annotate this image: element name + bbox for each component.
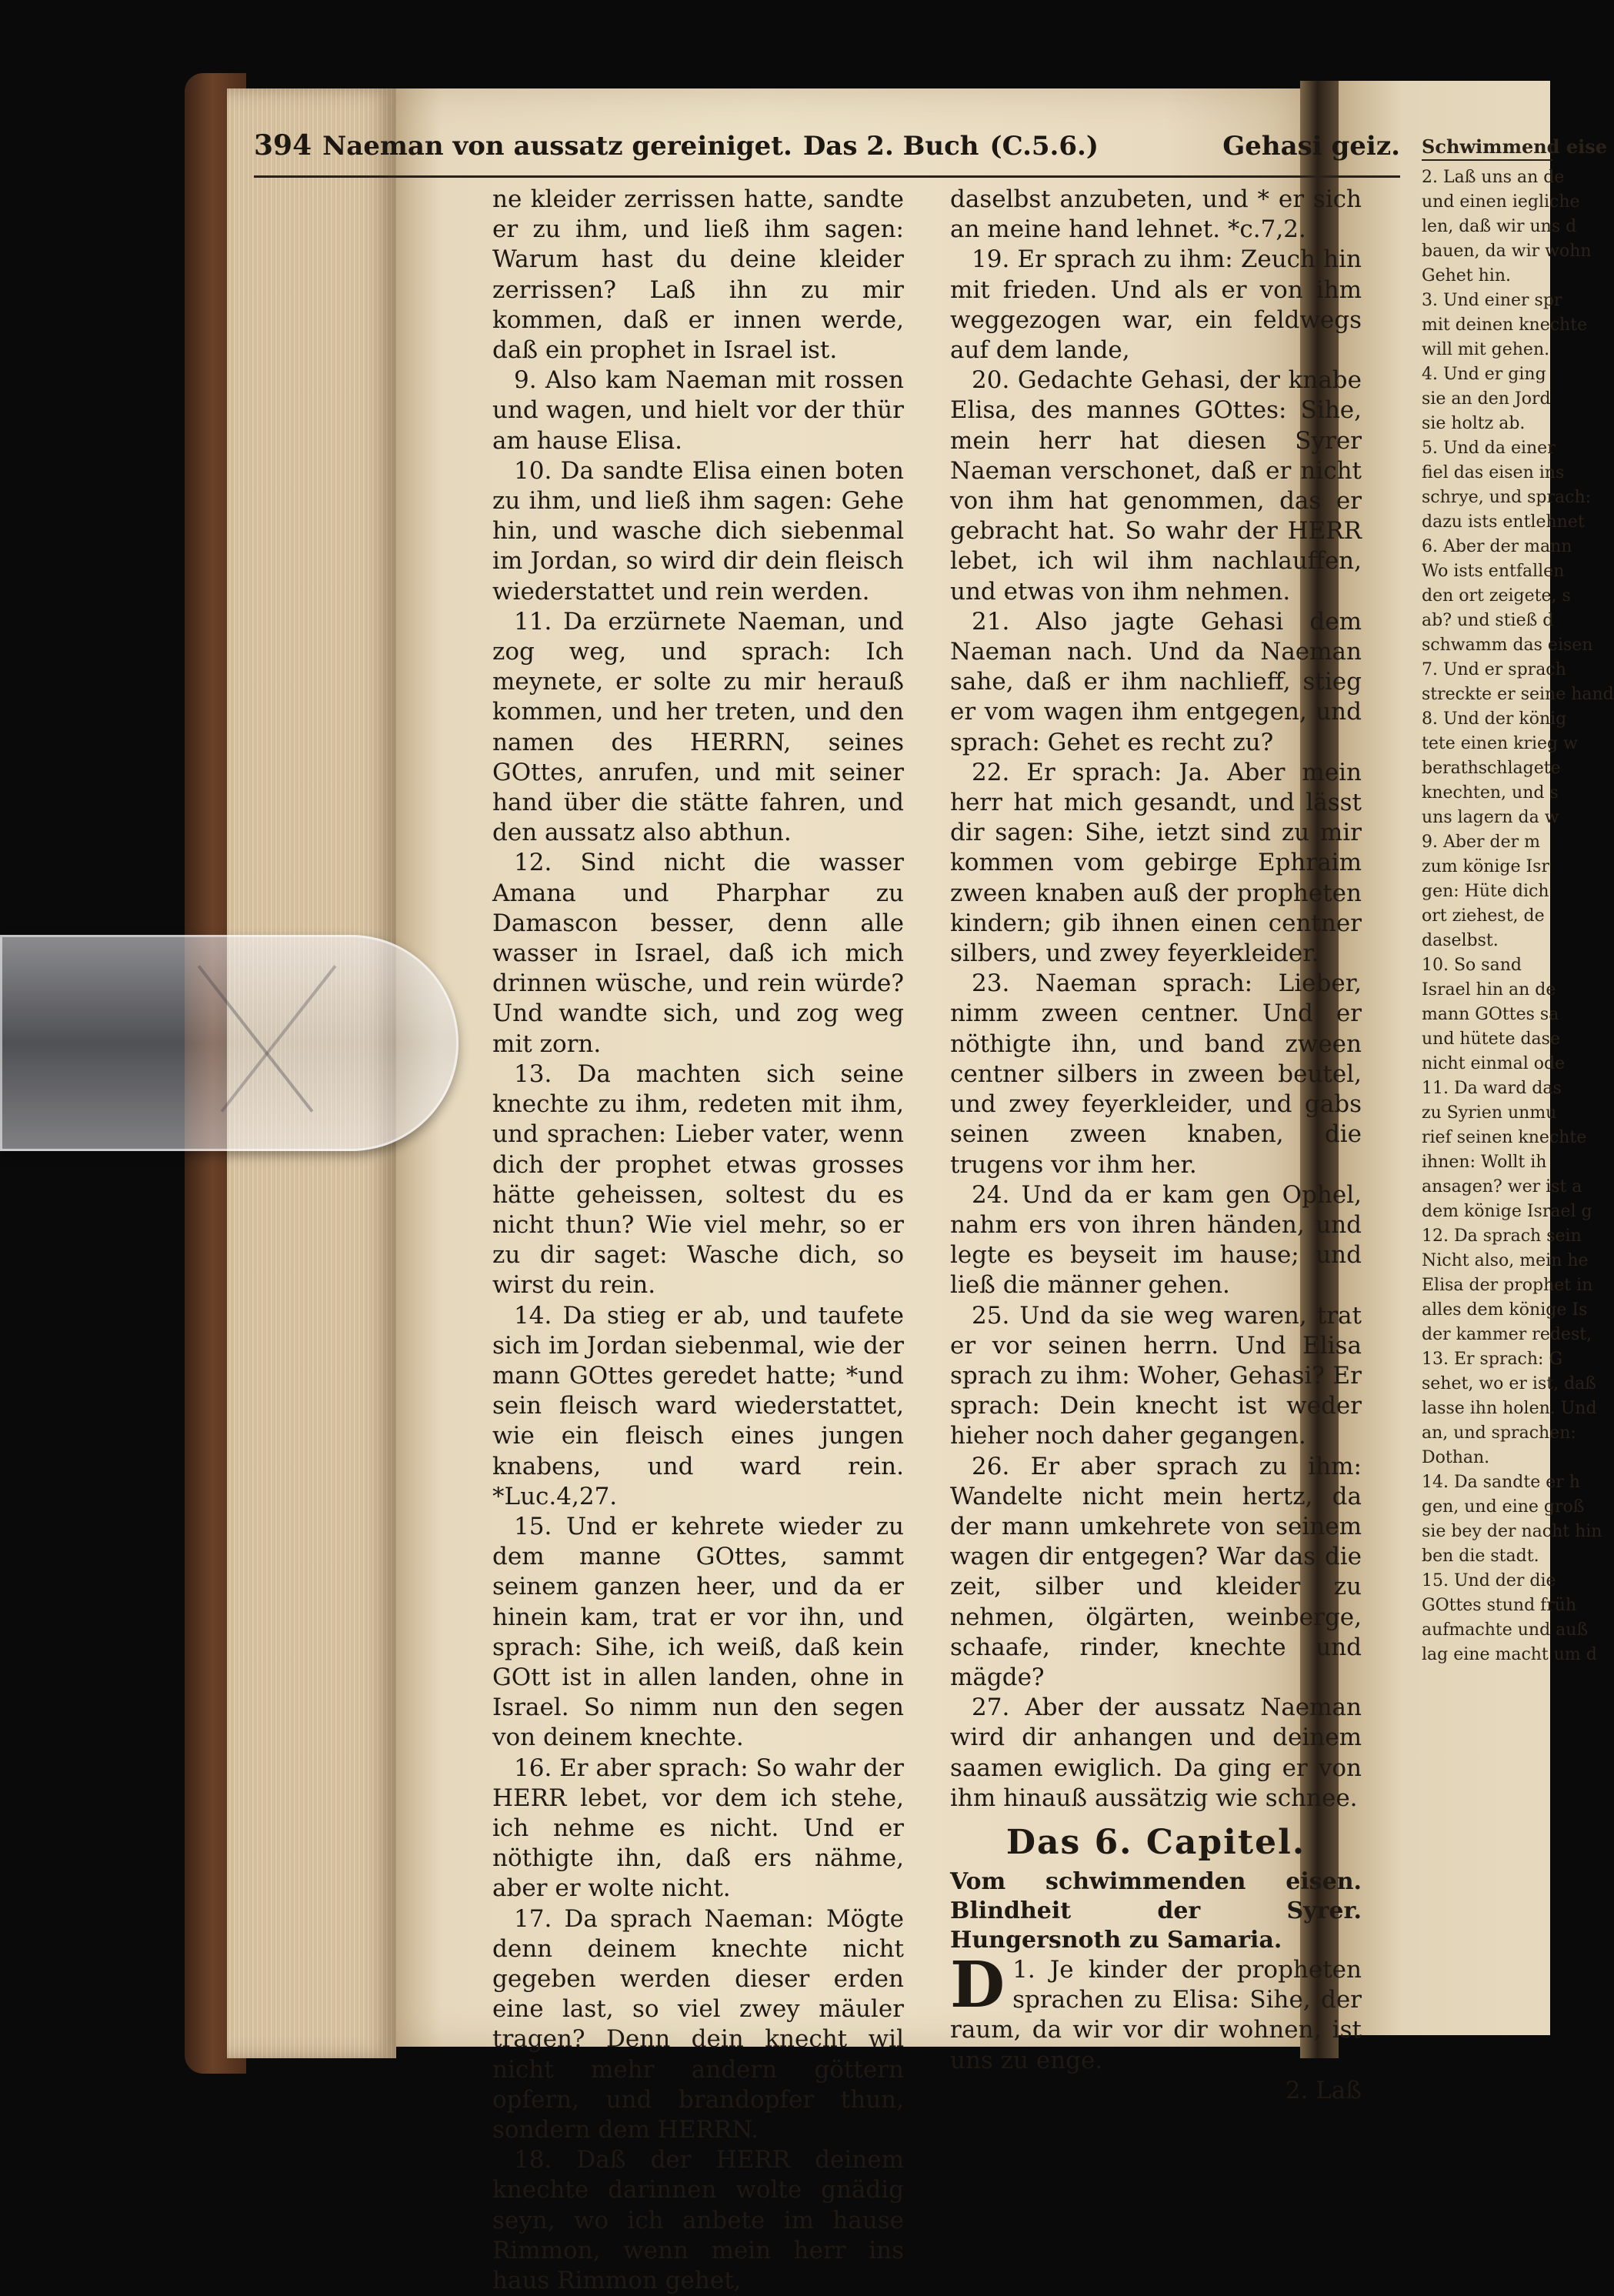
chapter-first-verse — [950, 1947, 1362, 2076]
verse: 13. Da machten sich seine knechte zu ihm, redeten mit ihm, und sprachen: Lieber vater, wenn dich der prophet etwas grosses hätte geheissen, soltest du es nicht thun? Wie viel mehr, so er zu dir saget: Wasche dich, so wirst du rein. — [492, 1060, 904, 1300]
facing-page-line: ab? und stieß d — [1422, 611, 1554, 630]
facing-page-line: ihnen: Wollt ih — [1422, 1153, 1547, 1172]
facing-page-line: len, daß wir uns d — [1422, 217, 1577, 236]
drop-cap: D — [950, 1947, 1005, 2022]
facing-page-line: den ort zeigete, s — [1422, 586, 1571, 606]
facing-page-line: dem könige Israel g — [1422, 1202, 1592, 1221]
facing-page-line: Elisa der prophet in — [1422, 1276, 1593, 1295]
facing-page-line: sehet, wo er ist, daß — [1422, 1374, 1596, 1393]
verse: 11. Da erzürnete Naeman, und zog weg, und sprach: Ich meynete, er solte zu mir herauß kommen, und her treten, und den namen des HERRN, seines GOttes, anrufen, und mit seiner hand über die stätte fahren, und den aussatz also abthun. — [492, 607, 904, 847]
facing-page-line: zum könige Isr — [1422, 857, 1549, 876]
facing-page-line: 12. Da sprach sein — [1422, 1226, 1582, 1246]
facing-page-line: Wo ists entfallen — [1422, 562, 1565, 581]
facing-page-line: GOttes stund früh — [1422, 1596, 1577, 1615]
facing-page-line: 4. Und er ging — [1422, 365, 1546, 384]
facing-page-line: nicht einmal ode — [1422, 1054, 1566, 1073]
facing-page-line: 7. Und er sprach — [1422, 660, 1566, 679]
facing-page-line: mit deinen knechte — [1422, 315, 1588, 335]
facing-page-line: daselbst. — [1422, 931, 1499, 950]
facing-page-line: sie holtz ab. — [1422, 414, 1526, 433]
facing-page-line: ansagen? wer ist a — [1422, 1177, 1582, 1196]
verse: 20. Gedachte Gehasi, der knabe Elisa, des mannes GOttes: Sihe, mein herr hat diesen Syrer Naeman verschonet, daß er nicht von ihm hat genommen, das er gebracht hat. So wahr der HERR lebet, ich wil ihm nachlauffen, und etwas von ihm nehmen. — [950, 366, 1362, 606]
verse: 25. Und da sie weg waren, trat er vor seinen herrn. Und Elisa sprach zu ihm: Woher, Gehasi? Er sprach: Dein knecht ist weder hieher noch daher gegangen. — [950, 1301, 1362, 1450]
facing-page-line: Nicht also, mein he — [1422, 1251, 1589, 1270]
verse: 10. Da sandte Elisa einen boten zu ihm, und ließ ihm sagen: Gehe hin, und wasche dich siebenmal im Jordan, so wird dir dein fleisch wiederstattet und rein werden. — [492, 456, 904, 606]
facing-page-fragment — [1422, 135, 1614, 1667]
facing-page-line: 8. Und der könig — [1422, 709, 1567, 729]
verse: 16. Er aber sprach: So wahr der HERR lebet, vor dem ich stehe, ich nehme es nicht. Und er nöthigte ihn, daß ers nähme, aber er wolte nicht. — [492, 1754, 904, 1903]
facing-page-line: gen, und eine groß — [1422, 1497, 1585, 1517]
facing-page-line: lag eine macht um d — [1422, 1645, 1597, 1664]
facing-page-line: aufmachte und auß — [1422, 1620, 1589, 1640]
verse: 12. Sind nicht die wasser Amana und Pharphar zu Damascon besser, denn alle wasser in Israel, daß ich mich drinnen wüsche, und rein würde? Und wandte sich, und zog weg mit zorn. — [492, 849, 904, 1058]
verse-number: 1. — [1012, 1955, 1035, 1984]
facing-page-line: Israel hin an de — [1422, 980, 1556, 999]
facing-page-line: 11. Da ward das — [1422, 1079, 1562, 1098]
facing-page-line: berathschlagete — [1422, 759, 1561, 778]
facing-page-line: 6. Aber der mann — [1422, 537, 1572, 556]
verse: 22. Er sprach: Ja. Aber mein herr hat mich gesandt, und lässt dir sagen: Sihe, ietzt sind zu mir kommen vom gebirge Ephraim zween knaben auß der propheten kindern; gib ihnen einen centner silbers, und zwey feyerkleider. — [950, 758, 1362, 968]
facing-page-line: schwamm das eisen — [1422, 636, 1593, 655]
facing-page-line: alles dem könige Is — [1422, 1300, 1588, 1320]
text-column-left — [492, 185, 904, 2296]
facing-page-line: der kammer redest, — [1422, 1325, 1592, 1344]
verse: 15. Und er kehrete wieder zu dem manne GOttes, sammt seinem ganzen heer, und da er hinein kam, trat er vor ihn, und sprach: Sihe, ich weiß, daß kein GOtt ist in allen landen, ohne in Israel. So nimm nun den segen von deinem knechte. — [492, 1512, 904, 1752]
header-left-title: Naeman von aussatz gereiniget. — [322, 131, 792, 162]
verse-text: Je kinder der propheten sprachen zu Elisa: Sihe, der raum, da wir vor dir wohnen, ist uns zu enge. — [950, 1955, 1362, 2074]
verse: 14. Da stieg er ab, und taufete sich im Jordan siebenmal, wie der mann GOttes geredet hatte; *und sein fleisch ward wiederstattet, wie ein fleisch eines jungen knabens, und ward rein. *Luc.4,27. — [492, 1301, 904, 1510]
facing-page-line: streckte er seine hand — [1422, 685, 1614, 704]
facing-page-line: schrye, und sprach: — [1422, 488, 1592, 507]
facing-page-line: fiel das eisen ins — [1422, 463, 1565, 482]
facing-page-line: uns lagern da w — [1422, 808, 1559, 827]
facing-page-line: 15. Und der die — [1422, 1571, 1556, 1590]
facing-page-line: lasse ihn holen. Und — [1422, 1399, 1597, 1418]
verse: 18. Daß der HERR deinem knechte darinnen wolte gnädig seyn, wo ich anbete im hause Rimmon, wenn mein herr ins haus Rimmon gehet, — [492, 2146, 904, 2295]
facing-page-line: 13. Er sprach: G — [1422, 1350, 1563, 1369]
facing-page-line: Dothan. — [1422, 1448, 1490, 1467]
facing-page-line: sie an den Jord — [1422, 389, 1551, 409]
header-book: Das 2. Buch — [802, 131, 979, 162]
facing-page-line: ben die stadt. — [1422, 1547, 1539, 1566]
page-clip — [0, 935, 459, 1151]
verse: 19. Er sprach zu ihm: Zeuch hin mit frieden. Und als er von ihm weggezogen war, ein feldwegs auf dem lande, — [950, 245, 1362, 365]
facing-page-line: 5. Und da einer — [1422, 439, 1556, 458]
facing-page-line: 9. Aber der m — [1422, 833, 1540, 852]
facing-page-line: gen: Hüte dich — [1422, 882, 1549, 901]
facing-page-lines — [1422, 165, 1614, 1667]
chapter-title: Das 6. Capitel. — [1005, 1822, 1306, 1862]
verse: 9. Also kam Naeman mit rossen und wagen, und hielt vor der thür am hause Elisa. — [492, 366, 904, 455]
facing-page-line: will mit gehen. — [1422, 340, 1550, 359]
verse: 24. Und da er kam gen Ophel, nahm ers von ihren händen, und legte es beyseit im hause; und ließ die männer gehen. — [950, 1180, 1362, 1300]
verse: ne kleider zerrissen hatte, sandte er zu ihm, und ließ ihm sagen: Warum hast du deine kleider zerrissen? Laß ihn zu mir kommen, daß er innen werde, daß ein prophet in Israel ist. — [492, 185, 904, 365]
chapter-summary: Vom schwimmenden eisen. Blindheit der Syrer. Hungersnoth zu Samaria. — [950, 1867, 1362, 1954]
facing-page-line: sie bey der nacht hin — [1422, 1522, 1602, 1541]
facing-page-line: 10. So sand — [1422, 956, 1522, 975]
facing-page-line: dazu ists entlehnet — [1422, 512, 1585, 532]
page-number: 394 — [254, 129, 312, 162]
facing-page-line: 14. Da sandte er h — [1422, 1473, 1580, 1492]
running-header — [254, 129, 1400, 178]
verse: 23. Naeman sprach: Lieber, nimm zween centner. Und er nöthigte ihn, und band zween centner silbers in zween beutel, und zwey feyerkleider, und gabs seinen zween knaben, die trugens vor ihm her. — [950, 969, 1362, 1179]
text-column-right — [950, 185, 1362, 2106]
facing-page-header: Schwimmend eise — [1422, 135, 1552, 161]
facing-page-line: und hütete dase — [1422, 1030, 1560, 1049]
verse: 21. Also jagte Gehasi dem Naeman nach. Und da Naeman sahe, daß er ihm nachlieff, stieg er vom wagen ihm entgegen, und sprach: Gehet es recht zu? — [950, 607, 1362, 756]
facing-page-line: rief seinen knechte — [1422, 1128, 1587, 1147]
verse: 26. Er aber sprach zu ihm: Wandelte nicht mein hertz, da der mann umkehrete von seinem wagen dir entgegen? War das die zeit, silber und kleider zu nehmen, ölgärten, weinberge, schaafe, rinder, knechte und mägde? — [950, 1452, 1362, 1691]
facing-page-line: 2. Laß uns an de — [1422, 168, 1565, 187]
verse: 17. Da sprach Naeman: Mögte denn deinem knechte nicht gegeben werden dieser erden eine last, so viel zwey mäuler tragen? Denn dein knecht wil nicht mehr andern göttern opfern, und brandopfer thun, sondern dem HERRN. — [492, 1904, 904, 2144]
facing-page-line: bauen, da wir wohn — [1422, 242, 1592, 261]
facing-page-line: tete einen krieg w — [1422, 734, 1578, 753]
facing-page-line: ort ziehest, de — [1422, 906, 1545, 926]
facing-page-line: Gehet hin. — [1422, 266, 1511, 285]
facing-page-line: und einen iegliche — [1422, 192, 1580, 212]
facing-page-line: an, und sprachen: — [1422, 1423, 1576, 1443]
verse: daselbst anzubeten, und * er sich an meine hand lehnet. *c.7,2. — [950, 185, 1362, 244]
header-right-title: Gehasi geiz. — [1222, 131, 1400, 162]
facing-page-line: zu Syrien unmu — [1422, 1103, 1557, 1123]
facing-page-line: 3. Und einer spr — [1422, 291, 1562, 310]
verse: 27. Aber der aussatz Naeman wird dir anhangen und deinem saamen ewiglich. Da ging er von ihm hinauß aussätzig wie schnee. — [950, 1694, 1362, 1812]
facing-page-line: knechten, und s — [1422, 783, 1559, 803]
catchword: 2. Laß — [1285, 2076, 1362, 2104]
header-chapter-ref: (C.5.6.) — [989, 131, 1099, 162]
facing-page-line: mann GOttes sa — [1422, 1005, 1559, 1024]
